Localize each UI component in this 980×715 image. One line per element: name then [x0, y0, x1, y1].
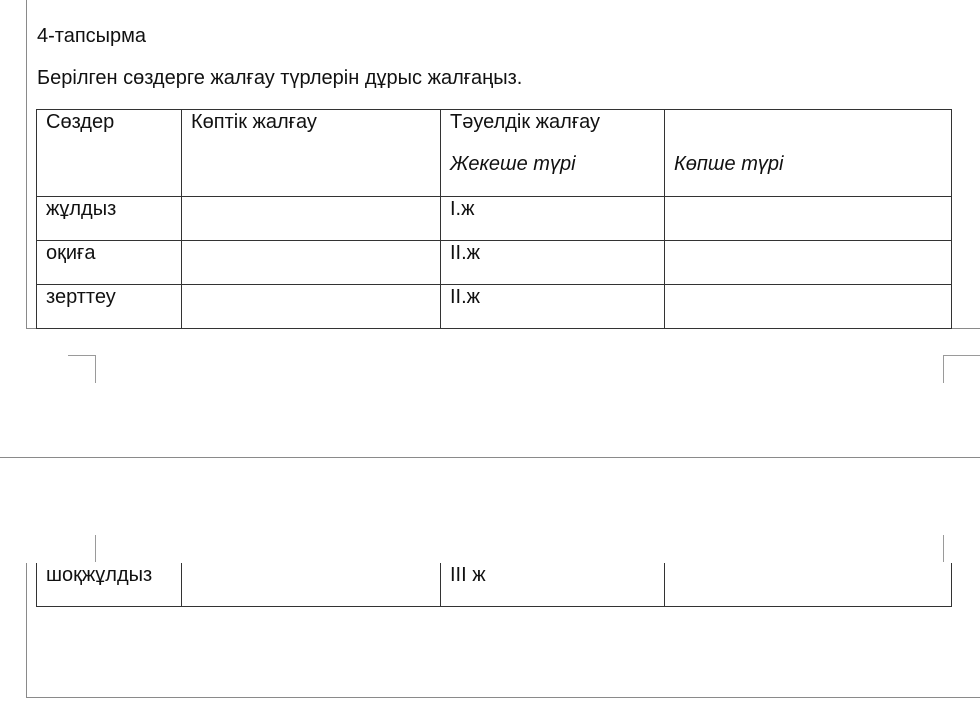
plural-answer-cell[interactable] [182, 197, 441, 241]
person-cell[interactable] [441, 197, 665, 241]
header-plural[interactable] [182, 110, 441, 197]
task-instruction: Берілген сөздерге жалғау түрлерін дұрыс жалғаңыз. [37, 67, 523, 89]
word-cell[interactable] [37, 563, 182, 607]
word-text: шоқжұлдыз [46, 564, 153, 586]
page-corner-mark-bottom-right [943, 535, 944, 562]
word-text: зерттеу [46, 286, 116, 308]
person-text: І.ж [450, 198, 475, 220]
word-cell[interactable] [37, 197, 182, 241]
page-corner-mark-top-right [943, 355, 980, 383]
header-plural-form-label: Көпше түрі [674, 153, 784, 175]
table-row [37, 285, 952, 329]
table-header-row [37, 110, 952, 197]
header-plural-label: Көптік жалғау [191, 111, 317, 133]
plural-answer-cell[interactable] [182, 241, 441, 285]
word-cell[interactable] [37, 285, 182, 329]
page-corner-mark-bottom-left [95, 535, 96, 562]
person-cell[interactable] [441, 285, 665, 329]
word-cell[interactable] [37, 241, 182, 285]
plural-form-answer-cell[interactable] [665, 197, 952, 241]
header-possessive-singular[interactable] [441, 110, 665, 197]
plural-answer-cell[interactable] [182, 285, 441, 329]
person-text: ІІІ ж [450, 564, 486, 586]
plural-form-answer-cell[interactable] [665, 285, 952, 329]
header-words[interactable] [37, 110, 182, 197]
task-title: 4-тапсырма [37, 25, 147, 47]
plural-form-answer-cell[interactable] [665, 241, 952, 285]
word-text: жұлдыз [46, 198, 117, 220]
page-separator [0, 457, 980, 458]
exercise-table [36, 109, 952, 329]
header-possessive-plural[interactable] [665, 110, 952, 197]
word-text: оқиға [46, 242, 96, 264]
page-corner-mark-top-left [68, 355, 96, 383]
exercise-table-continued [36, 563, 952, 607]
person-cell[interactable] [441, 241, 665, 285]
plural-answer-cell[interactable] [182, 563, 441, 607]
person-cell[interactable] [441, 563, 665, 607]
header-singular-form-label: Жекеше түрі [450, 153, 576, 175]
table-row [37, 563, 952, 607]
person-text: ІІ.ж [450, 286, 481, 308]
person-text: ІІ.ж [450, 242, 481, 264]
header-possessive-label: Тәуелдік жалғау [450, 111, 601, 133]
table-row [37, 241, 952, 285]
plural-form-answer-cell[interactable] [665, 563, 952, 607]
table-row [37, 197, 952, 241]
header-words-label: Сөздер [46, 111, 115, 133]
